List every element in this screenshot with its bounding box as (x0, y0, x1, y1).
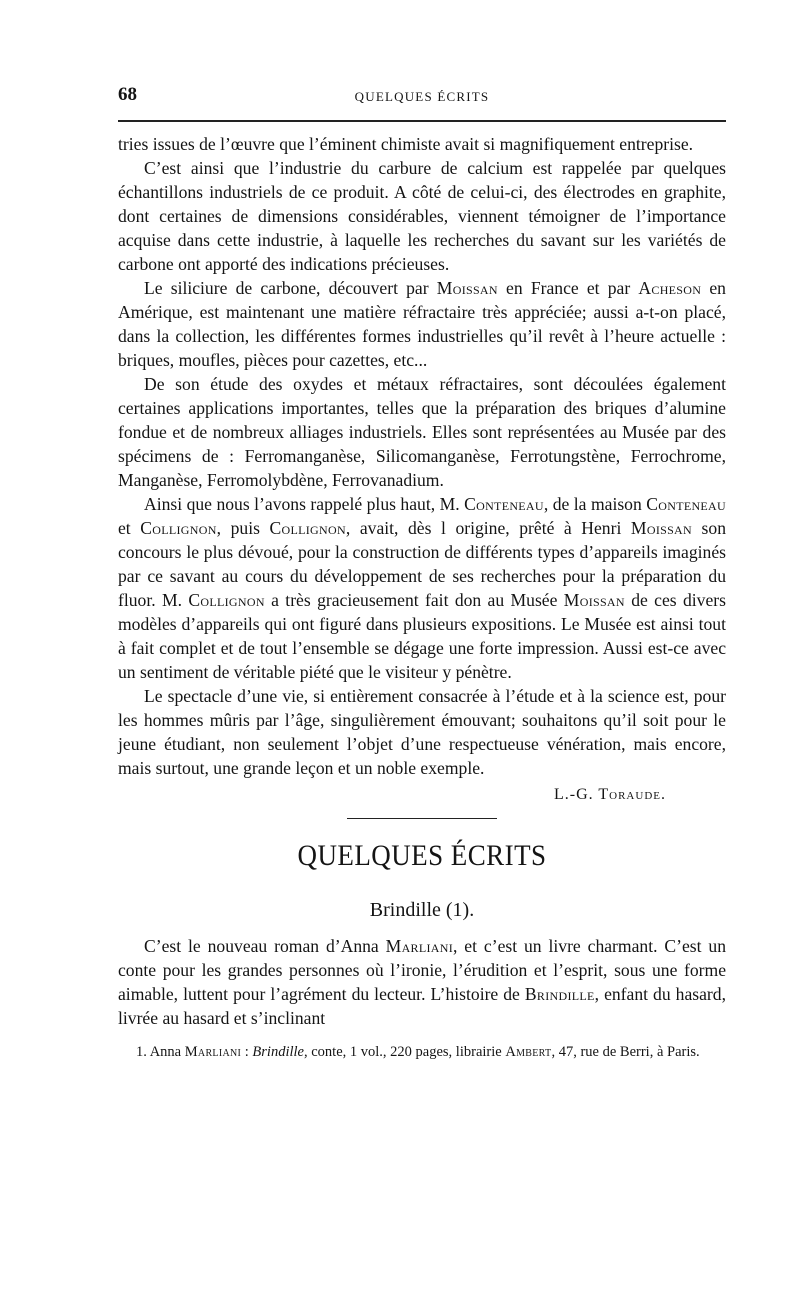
article-title-text: Brindille (369, 899, 441, 921)
small-caps-name: Collignon (269, 518, 346, 538)
small-caps-name: Conteneau (464, 494, 544, 514)
small-caps-name: Moissan (563, 590, 625, 610)
small-caps-name: Brindille (524, 984, 595, 1004)
text-run: de ces divers modèles d’appareils qui ont figuré dans plusieurs expositions. Le Musée est ainsi tout à fait complet et de tout l’ensemble se dégage une forte impression. Aussi est-ce avec un sentiment de véritable piété que le visiteur y pénètre. (118, 590, 726, 682)
book-page (118, 78, 726, 1077)
paragraph (118, 156, 726, 276)
paragraph (118, 276, 726, 372)
text-run: en France et par (497, 278, 639, 298)
article-body (118, 132, 726, 780)
small-caps-name: Collignon (140, 518, 217, 538)
text-run: en Amérique, est maintenant une matière réfractaire très appréciée; aussi a-t-on placé, dans la collection, les différentes formes industrielles qu’il revêt à l’heure actuelle : briques, moufles, pièces pour cazettes, etc... (118, 278, 726, 370)
paragraph (118, 492, 726, 684)
small-caps-name: Moissan (630, 518, 692, 538)
footnote-reference[interactable]: (1). (445, 899, 475, 921)
review-paragraph (118, 934, 726, 1030)
text-run: De son étude des oxydes et métaux réfractaires, sont découlées également certaines applications importantes, telles que la préparation des briques d’alumine fondue et de nombreux alliages industriels. Elles sont représentées au Musée par des spécimens de : Ferromanganèse, Silicomanganèse, Ferrotungstène, Ferrochrome, Manganèse, Ferromolybdène, Ferrovanadium. (118, 374, 726, 490)
text-run: tries issues de l’œuvre que l’éminent chimiste avait si magnifiquement entreprise. (118, 134, 694, 154)
text-run: C’est ainsi que l’industrie du carbure de calcium est rappelée par quelques échantillons industriels de ce produit. A côté de celui-ci, des électrodes en graphite, dont certaines de dimensions considérables, viennent témoigner de l’importance acquise dans cette industrie, à laquelle les recherches du savant sur les variétés de carbone ont apporté des indications précieuses. (118, 158, 726, 274)
text-run: , de la maison (543, 494, 647, 514)
text-run: Le siliciure de carbone, découvert par (144, 278, 437, 298)
author-signature: L.-G. Toraude. (554, 786, 666, 803)
header-rule (118, 120, 726, 122)
small-caps-name: Marliani (184, 1044, 242, 1060)
text-run: 1. Anna (136, 1044, 185, 1060)
text-run: , et c’est un livre charmant. C’est un conte pour les grandes personnes où l’ironie, l’érudition et l’esprit, sous une forme aimable, luttent pour l’agrément du lecteur. L’histoire de (118, 936, 727, 1004)
page-number: 68 (118, 84, 137, 105)
text-run: , puis (216, 518, 270, 538)
text-run: Le spectacle d’une vie, si entièrement consacrée à l’étude et à la science est, pour les hommes mûris par l’âge, singulièrement émouvant; souhaitons qu’il soit pour le jeune étudiant, non seulement l’objet d’une respectueuse vénération, mais encore, mais surtout, une grande leçon et un noble exemple. (118, 686, 726, 778)
text-run: C’est le nouveau roman d’Anna (144, 936, 386, 956)
small-caps-name: Ambert (505, 1044, 552, 1060)
article-title (118, 899, 726, 922)
small-caps-name: Acheson (638, 278, 702, 298)
text-run: a très gracieusement fait don au Musée (264, 590, 564, 610)
small-caps-name: Marliani (385, 936, 454, 956)
small-caps-name: Collignon (188, 590, 265, 610)
text-run: , 47, rue de Berri, à Paris. (551, 1044, 700, 1060)
text-run: son concours le plus dévoué, pour la construction de différents types d’appareils imaginés par ce savant au cours du développement de ses recherches pour la préparation du fluor. M. (118, 518, 726, 610)
small-caps-name: Moissan (436, 278, 498, 298)
text-run: et (118, 518, 141, 538)
text-run: , conte, 1 vol., 220 pages, librairie (303, 1044, 506, 1060)
text-run: Ainsi que nous l’avons rappelé plus haut, M. (144, 494, 465, 514)
paragraph (118, 684, 726, 780)
footnote (118, 1042, 726, 1062)
section-title: QUELQUES ÉCRITS (297, 839, 547, 872)
running-head (118, 78, 726, 106)
paragraph (118, 132, 726, 156)
paragraph (118, 372, 726, 492)
small-caps-name: Conteneau (646, 494, 726, 514)
text-run: , enfant du hasard, livrée au hasard et s’inclinant (118, 984, 726, 1028)
italic-title: Brindille (252, 1044, 304, 1060)
text-run: : (241, 1044, 253, 1060)
running-title: QUELQUES ÉCRITS (354, 89, 490, 104)
text-run: , avait, dès l origine, prêté à Henri (345, 518, 631, 538)
section-separator (347, 818, 497, 819)
